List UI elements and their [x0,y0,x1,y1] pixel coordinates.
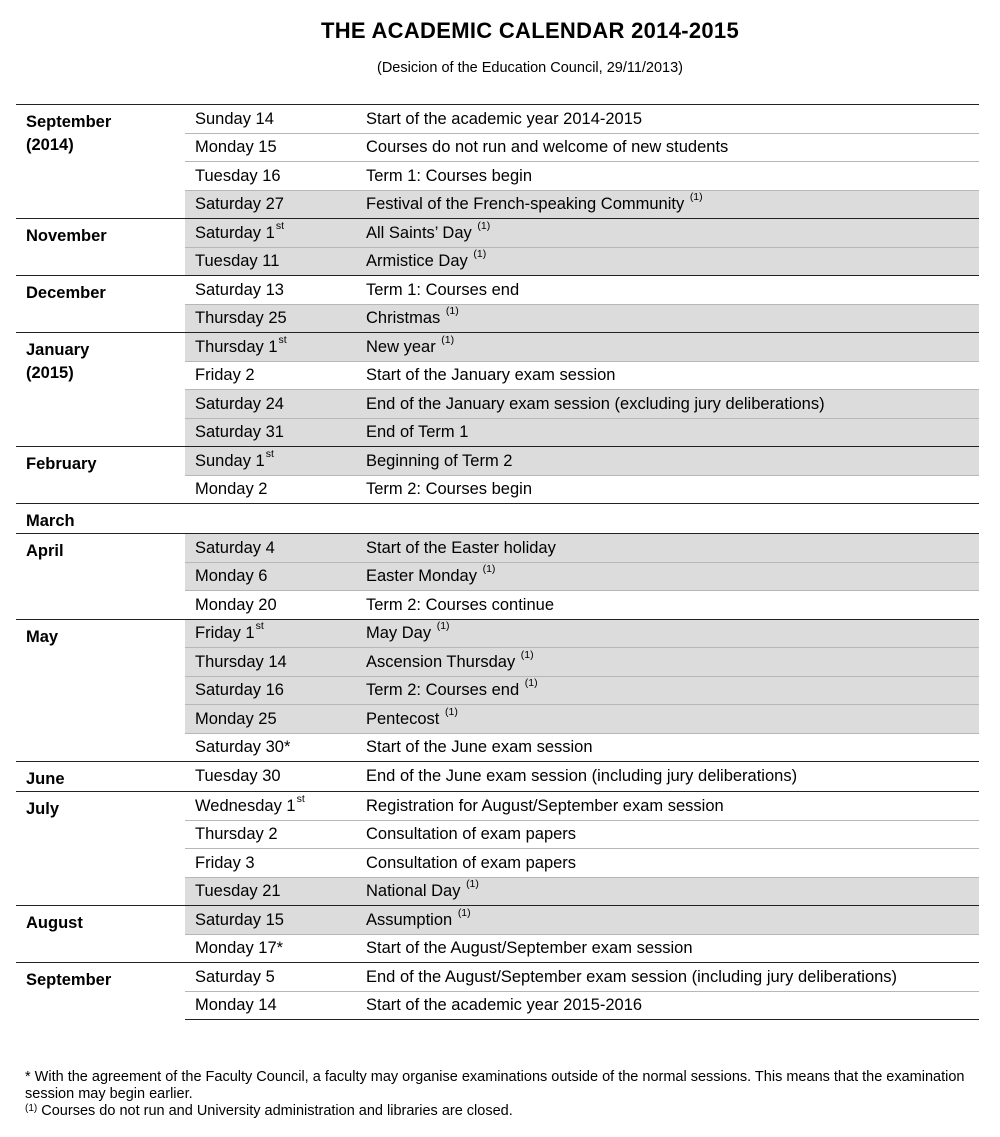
date-text: Tuesday 21 [195,882,281,900]
event-cell [356,906,979,935]
event-cell [356,390,979,419]
calendar-row [16,504,979,534]
page-subtitle: (Desicion of the Education Council, 29/11/2013) [376,60,684,76]
calendar-row [16,276,979,305]
date-text: Tuesday 30 [195,767,281,786]
event-cell [356,934,979,963]
date-ordinal: st [255,620,264,632]
footnote-ref: (1) [482,563,496,575]
footnote-ref: (1) [477,219,491,232]
calendar-row [16,105,979,134]
date-text: Monday 17* [195,939,284,957]
date-text: Friday 3 [195,853,255,872]
event-text: End of the January exam session (excluding jury deliberations) [366,394,825,413]
event-text: Start of the Easter holiday [366,538,556,557]
event-text: Consultation of exam papers [366,853,577,872]
footnote-ref: (1) [524,677,538,689]
event-cell [356,247,979,276]
date-cell [185,447,356,476]
date-cell [185,333,356,362]
footnote-star: * With the agreement of the Faculty Council, a faculty may organise examinations outside of the normal sessions. This means that the examination session may begin earlier. [25,1069,965,1102]
date-cell [185,820,356,849]
month-label: April [16,534,185,620]
date-text: Saturday 4 [195,538,275,557]
month-label: March [16,504,185,534]
footnote-ref: (1) [445,305,459,317]
event-text: National Day [366,882,461,900]
date-cell [185,591,356,620]
event-text: Registration for August/September exam session [366,796,724,815]
calendar-table [16,104,979,1020]
date-text: Saturday 15 [195,910,284,929]
event-text: Festival of the French-speaking Community [366,195,685,213]
date-text: Thursday 2 [195,825,278,843]
date-cell [185,619,356,648]
event-cell [356,276,979,305]
date-text: Monday 14 [195,996,277,1014]
event-cell [356,562,979,591]
event-cell [356,705,979,734]
event-cell [356,133,979,162]
event-text: Start of the academic year 2014-2015 [366,109,643,128]
date-text: Monday 15 [195,138,277,156]
date-cell [185,247,356,276]
event-cell [356,162,979,191]
event-cell [356,619,979,648]
date-ordinal: st [265,447,274,460]
month-label: November [16,219,185,276]
date-cell [185,705,356,734]
date-cell [185,562,356,591]
event-cell [356,504,979,534]
event-text: End of the August/September exam session (including jury deliberations) [366,967,898,986]
month-label: February [16,447,185,504]
month-label: September (2014) [16,105,185,219]
month-label: May [16,619,185,762]
calendar-row [16,534,979,563]
event-cell [356,676,979,705]
event-text: Beginning of Term 2 [366,451,513,470]
event-text: May Day [366,624,432,642]
page-title: THE ACADEMIC CALENDAR 2014-2015 [320,18,740,43]
month-label: July [16,792,185,906]
date-cell [185,418,356,447]
event-text: Term 2: Courses continue [366,595,555,614]
date-text: Friday 2 [195,366,255,384]
date-cell [185,304,356,333]
calendar-row [16,762,979,792]
date-cell [185,276,356,305]
calendar-row [16,963,979,992]
event-cell [356,447,979,476]
event-text: Term 1: Courses end [366,280,520,299]
footnote-one [25,1103,980,1120]
footnote-ref: (1) [473,248,487,260]
month-label: December [16,276,185,333]
event-cell [356,333,979,362]
date-cell [185,676,356,705]
date-cell [185,792,356,821]
date-text: Saturday 31 [195,423,284,441]
calendar-row [16,906,979,935]
footnotes [25,1069,980,1120]
date-cell [185,504,356,534]
event-text: Courses do not run and welcome of new students [366,138,729,156]
footnote-ref: (1) [457,906,471,919]
month-label: June [16,762,185,792]
date-cell [185,762,356,792]
footnote-ref: (1) [520,648,534,661]
date-cell [185,133,356,162]
date-text: Saturday 13 [195,280,284,299]
footnote-ref: (1) [441,333,455,346]
footnote-ref: (1) [466,878,479,890]
event-text: Christmas [366,309,441,327]
event-cell [356,963,979,992]
date-text: Saturday 24 [195,394,284,413]
event-text: New year [366,337,436,356]
event-cell [356,105,979,134]
date-cell [185,648,356,677]
footnote-ref: (1) [689,191,703,203]
date-cell [185,906,356,935]
date-cell [185,190,356,219]
date-text: Monday 2 [195,480,268,498]
month-label: August [16,906,185,963]
event-text: Pentecost [366,709,440,728]
date-text: Friday 1 [195,624,255,642]
date-text: Thursday 14 [195,652,287,671]
event-cell [356,361,979,390]
calendar-row [16,447,979,476]
event-text: Term 2: Courses end [366,681,520,699]
event-cell [356,219,979,248]
date-cell [185,963,356,992]
event-text: Easter Monday [366,567,477,585]
calendar-row [16,619,979,648]
date-cell [185,934,356,963]
calendar-body [16,105,979,1020]
event-text: All Saints’ Day [366,223,472,242]
event-text: Assumption [366,910,453,929]
date-text: Saturday 1 [195,223,275,242]
date-cell [185,361,356,390]
event-cell [356,733,979,762]
event-cell [356,648,979,677]
date-ordinal: st [275,219,284,232]
event-text: Ascension Thursday [366,652,516,671]
date-text: Saturday 27 [195,195,284,213]
date-cell [185,219,356,248]
date-ordinal: st [278,333,287,346]
event-cell [356,475,979,504]
date-text: Tuesday 16 [195,166,281,185]
event-text: Start of the January exam session [366,366,616,384]
footnote-ref: (1) [444,705,458,718]
date-cell [185,162,356,191]
event-text: End of the June exam session (including jury deliberations) [366,767,798,786]
event-text: Start of the August/September exam session [366,939,693,957]
event-cell [356,304,979,333]
date-text: Sunday 1 [195,451,265,470]
footnote-marker: (1) [25,1103,38,1114]
date-cell [185,877,356,906]
date-cell [185,105,356,134]
date-cell [185,849,356,878]
date-text: Wednesday 1 [195,796,296,815]
date-text: Monday 20 [195,595,277,614]
footnote-ref: (1) [436,620,450,632]
month-label: September [16,963,185,1020]
date-text: Thursday 25 [195,309,287,327]
event-cell [356,534,979,563]
date-cell [185,733,356,762]
calendar-row [16,333,979,362]
date-text: Saturday 30* [195,738,291,756]
event-cell [356,820,979,849]
date-text: Tuesday 11 [195,252,280,270]
footnote-one-text: Courses do not run and University administration and libraries are closed. [37,1103,513,1119]
calendar-row [16,792,979,821]
date-text: Sunday 14 [195,109,274,128]
event-text: Consultation of exam papers [366,825,577,843]
calendar-row [16,219,979,248]
event-cell [356,877,979,906]
event-text: Armistice Day [366,252,468,270]
event-text: Start of the academic year 2015-2016 [366,996,643,1014]
date-cell [185,991,356,1020]
event-cell [356,591,979,620]
date-text: Monday 6 [195,567,268,585]
event-cell [356,762,979,792]
date-text: Monday 25 [195,709,277,728]
event-text: Term 2: Courses begin [366,480,532,498]
date-cell [185,534,356,563]
date-cell [185,475,356,504]
event-text: Term 1: Courses begin [366,166,532,185]
date-text: Saturday 5 [195,967,275,986]
event-cell [356,991,979,1020]
event-cell [356,792,979,821]
event-cell [356,849,979,878]
date-text: Saturday 16 [195,681,284,699]
date-text: Thursday 1 [195,337,278,356]
month-label: January (2015) [16,333,185,447]
event-text: Start of the June exam session [366,738,593,756]
date-ordinal: st [296,792,305,805]
date-cell [185,390,356,419]
event-text: End of Term 1 [366,423,469,441]
event-cell [356,418,979,447]
event-cell [356,190,979,219]
